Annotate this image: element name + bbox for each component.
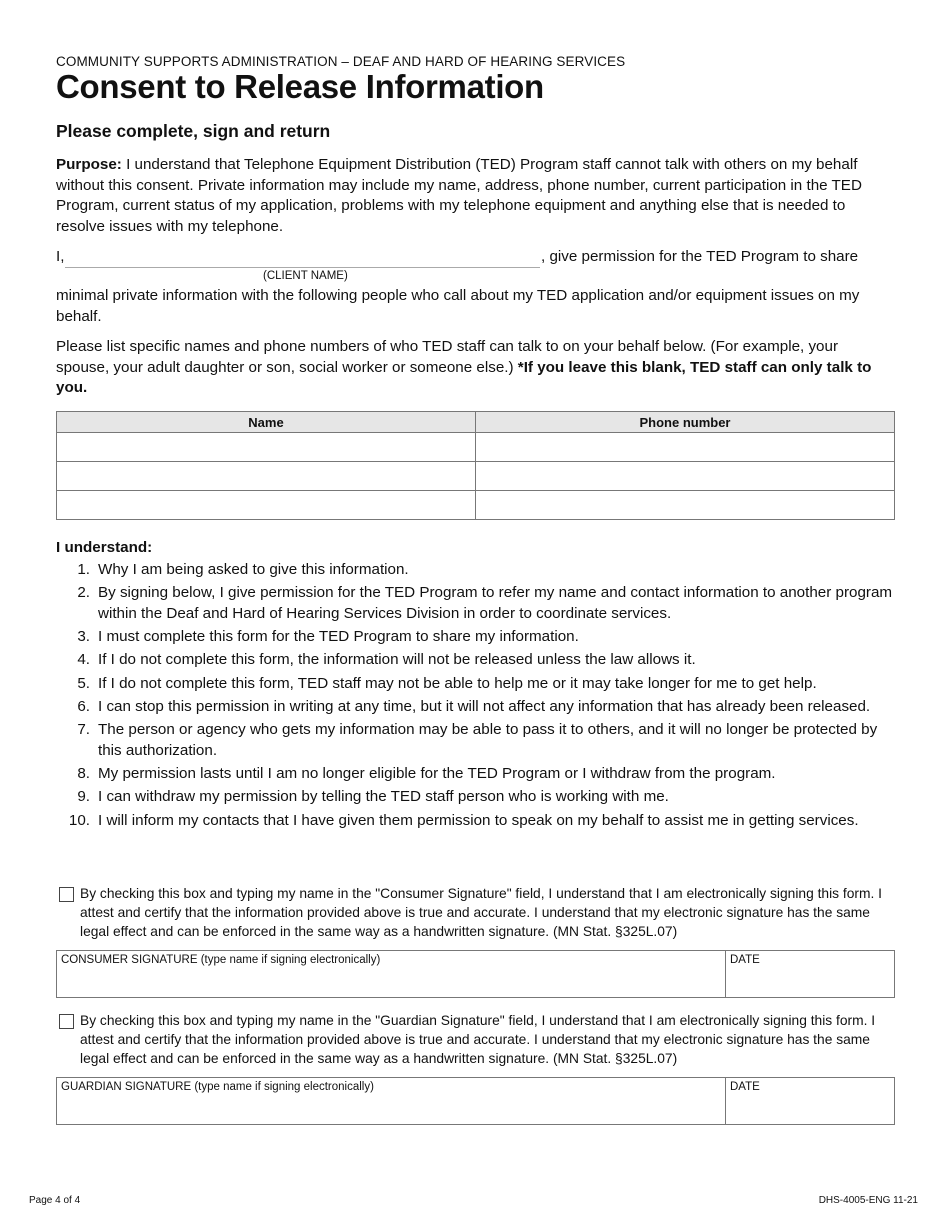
list-item — [56, 627, 895, 648]
list-item — [56, 560, 895, 581]
purpose-text: I understand that Telephone Equipment Distribution (TED) Program staff cannot talk with others on my behalf without this consent. Private information may include my name, address, phone number, current participation in the TED Program, current status of my application, problems with my telephone equipment and anything else that is needed to resolve issues with my telephone. — [56, 156, 862, 235]
consent-line — [56, 248, 895, 272]
list-item-text: I can withdraw my permission by telling the TED staff person who is working with me. — [98, 788, 669, 806]
list-instructions — [56, 337, 895, 399]
list-item — [56, 674, 895, 695]
list-item-text: The person or agency who gets my information may be able to pass it to others, and it will no longer be protected by this authorization. — [98, 721, 878, 759]
form-id: DHS-4005-ENG 11-21 — [818, 1195, 918, 1206]
contacts-table — [56, 411, 895, 520]
table-row — [57, 462, 895, 491]
contact-phone-cell[interactable] — [476, 462, 895, 491]
list-item-text: I must complete this form for the TED Program to share my information. — [98, 628, 579, 646]
form-subtitle: Please complete, sign and return — [56, 121, 331, 141]
list-item — [56, 650, 895, 671]
purpose-paragraph — [56, 155, 895, 237]
list-instructions-text: Please list specific names and phone numbers of who TED staff can talk to on your behalf below. (For example, your spouse, your adult daughter or son, social worker or someone else.) — [56, 338, 839, 376]
list-item-number: 3. — [77, 628, 90, 646]
list-item-number: 5. — [77, 674, 90, 692]
contact-phone-cell[interactable] — [476, 433, 895, 462]
consumer-signature-field[interactable] — [56, 950, 895, 998]
consumer-date-field[interactable] — [725, 951, 894, 997]
consumer-signature-label: CONSUMER SIGNATURE (type name if signing electronically) — [61, 954, 381, 966]
purpose-label: Purpose: — [56, 156, 122, 173]
contacts-header-row — [57, 412, 895, 433]
client-name-label: (CLIENT NAME) — [263, 270, 348, 282]
list-item — [56, 787, 895, 808]
consumer-esign-text: By checking this box and typing my name in the "Consumer Signature" field, I understand that I am electronically signing this form. I attest and certify that the information provided above is true and accurate. I understand that my electronic signature has the same legal effect and can be enforced in the same way as a handwritten signature. (MN Stat. §325L.07) — [80, 886, 882, 939]
list-item-text: If I do not complete this form, the information will not be released unless the law allows it. — [98, 651, 696, 669]
list-item-text: Why I am being asked to give this information. — [98, 561, 409, 578]
guardian-esign-checkbox[interactable] — [59, 1014, 74, 1029]
list-item-text: I can stop this permission in writing at any time, but it will not affect any information that has already been released. — [98, 697, 871, 715]
consumer-date-label: DATE — [730, 954, 760, 966]
list-item — [56, 764, 895, 785]
list-item-number: 2. — [77, 584, 90, 602]
table-row — [57, 433, 895, 462]
list-item-text: By signing below, I give permission for the TED Program to refer my name and contact information to another program within the Deaf and Hard of Hearing Services Division in order to coordinate services. — [98, 584, 893, 622]
consent-prefix: I, — [56, 248, 65, 265]
page-number: Page 4 of 4 — [29, 1195, 81, 1206]
agency-name: COMMUNITY SUPPORTS ADMINISTRATION – DEAF AND HARD OF HEARING SERVICES — [56, 54, 626, 69]
contact-phone-cell[interactable] — [476, 491, 895, 520]
contact-name-cell[interactable] — [57, 491, 476, 520]
list-item-number: 7. — [77, 721, 90, 739]
client-name-input[interactable] — [65, 248, 540, 268]
guardian-date-label: DATE — [730, 1081, 760, 1093]
list-item-number: 10. — [68, 811, 90, 829]
form-title: Consent to Release Information — [56, 68, 544, 105]
guardian-esign-statement — [56, 1012, 895, 1068]
list-item-text: I will inform my contacts that I have given them permission to speak on my behalf to assist me in getting services. — [98, 811, 859, 829]
consumer-esign-checkbox[interactable] — [59, 887, 74, 902]
guardian-signature-label: GUARDIAN SIGNATURE (type name if signing electronically) — [61, 1081, 374, 1093]
list-item — [56, 583, 895, 624]
guardian-date-field[interactable] — [725, 1078, 894, 1124]
list-item-number: 8. — [77, 765, 90, 783]
list-item — [56, 720, 895, 761]
consent-suffix: , give permission for the TED Program to share — [541, 248, 859, 265]
understand-heading: I understand: — [56, 539, 153, 556]
consent-continuation: minimal private information with the following people who call about my TED application and/or equipment issues on my behalf. — [56, 287, 860, 325]
list-item-number: 6. — [77, 697, 90, 715]
contact-name-cell[interactable] — [57, 462, 476, 491]
list-item-number: 4. — [77, 651, 90, 669]
list-item — [56, 811, 895, 832]
list-item-number: 9. — [77, 788, 90, 806]
guardian-signature-field[interactable] — [56, 1077, 895, 1125]
table-row — [57, 491, 895, 520]
understand-list — [56, 560, 895, 834]
name-column-header: Name — [57, 412, 476, 433]
guardian-esign-text: By checking this box and typing my name in the "Guardian Signature" field, I understand that I am electronically signing this form. I attest and certify that the information provided above is true and accurate. I understand that my electronic signature has the same legal effect and can be enforced in the same way as a handwritten signature. (MN Stat. §325L.07) — [80, 1013, 876, 1066]
consumer-esign-statement — [56, 885, 895, 941]
phone-column-header: Phone number — [476, 412, 895, 433]
list-item-text: If I do not complete this form, TED staff may not be able to help me or it may take longer for me to get help. — [98, 674, 817, 692]
list-item — [56, 697, 895, 718]
list-instructions-warning: *If you leave this blank, TED staff can only talk to you. — [56, 358, 872, 396]
contact-name-cell[interactable] — [57, 433, 476, 462]
list-item-number: 1. — [77, 561, 90, 578]
list-item-text: My permission lasts until I am no longer eligible for the TED Program or I withdraw from the program. — [98, 765, 776, 783]
